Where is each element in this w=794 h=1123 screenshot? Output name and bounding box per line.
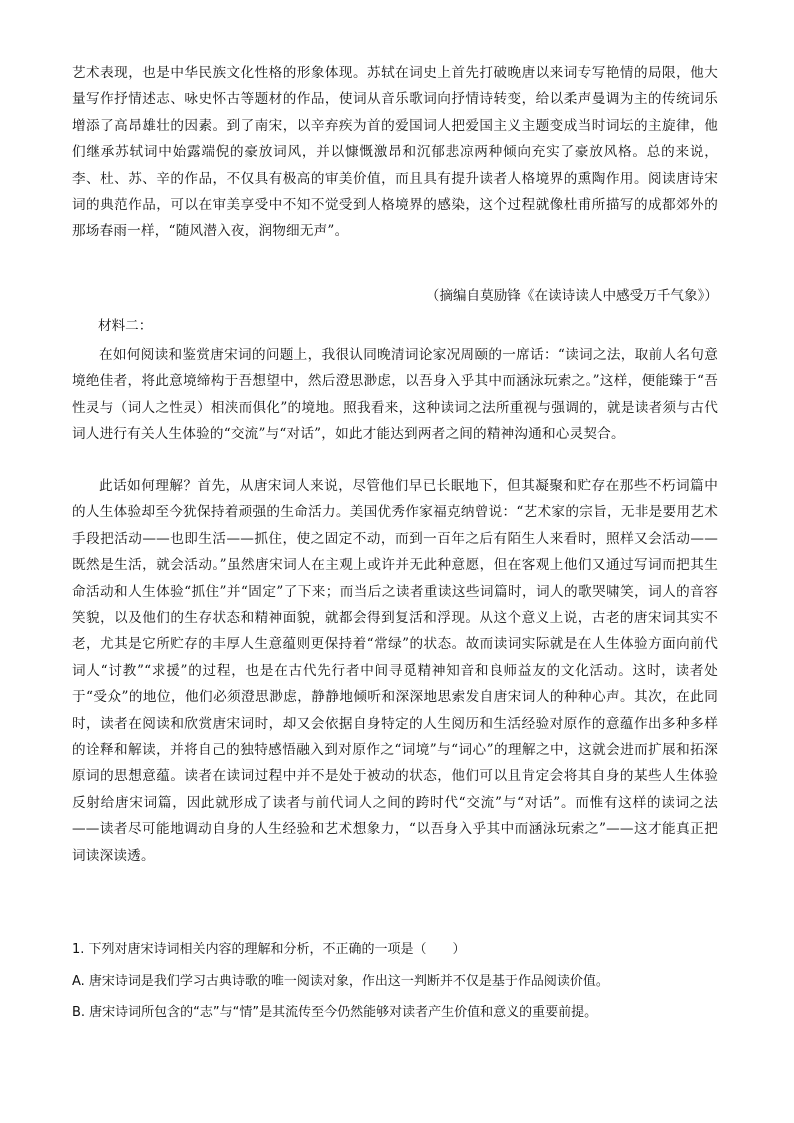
source-citation: （摘编自莫励锋《在读诗读人中感受万千气象》） bbox=[425, 288, 718, 304]
question-1-stem: 1. 下列对唐宋诗词相关内容的理解和分析，不正确的一项是（ ） bbox=[72, 942, 466, 957]
question-1-option-b: B. 唐宋诗词所包含的“志”与“情”是其流传至今仍然能够对读者产生价值和意义的重要前提。 bbox=[72, 1005, 598, 1020]
material-two-label: 材料二： bbox=[98, 318, 153, 334]
question-1-option-a: A. 唐宋诗词是我们学习古典诗歌的唯一阅读对象，作出这一判断并不仅是基于作品阅读价值。 bbox=[72, 974, 609, 989]
passage-paragraph-continuation bbox=[72, 60, 718, 245]
material-two-paragraph-2 bbox=[72, 473, 718, 869]
paragraph-text: 在如何阅读和鉴赏唐宋词的问题上，我很认同晚清词论家况周颐的一席话：“读词之法，取前人名句意境绝佳者，将此意境缔构于吾想望中，然后澄思渺虑，以吾身入乎其中而涵泳玩索之。”这样，便能臻于“吾性灵与（词人之性灵）相浃而俱化”的境地。照我看来，这种读词之法所重视与强调的，就是读者须与古代词人进行有关人生体验的“交流”与“对话”，如此才能达到两者之间的精神沟通和心灵契合。 bbox=[72, 347, 718, 443]
paragraph-text: 艺术表现，也是中华民族文化性格的形象体现。苏轼在词史上首先打破晚唐以来词专写艳情的局限，他大量写作抒情述志、咏史怀古等题材的作品，使词从音乐歌词向抒情诗转变，给以柔声曼调为主的传统词乐增添了高昂雄壮的因素。到了南宋，以辛弃疾为首的爱国词人把爱国主义主题变成当时词坛的主旋律，他们继承苏轼词中始露端倪的豪放词风，并以慷慨激昂和沉郁悲凉两种倾向充实了豪放风格。总的来说，李、杜、苏、辛的作品，不仅具有极高的审美价值，而且具有提升读者人格境界的熏陶作用。阅读唐诗宋词的典范作品，可以在审美享受中不知不觉受到人格境界的感染，这个过程就像杜甫所描写的成都郊外的那场春雨一样，“随风潜入夜，润物细无声”。 bbox=[72, 65, 718, 240]
material-two-paragraph-1 bbox=[72, 342, 718, 448]
paragraph-text: 此话如何理解？首先，从唐宋词人来说，尽管他们早已长眠地下，但其凝聚和贮存在那些不朽词篇中的人生体验却至今犹保持着顽强的生命活力。美国优秀作家福克纳曾说：“艺术家的宗旨，无非是要用艺术手段把活动——也即生活——抓住，使之固定不动，而到一百年之后有陌生人来看时，照样又会活动——既然是生活，就会活动。”虽然唐宋词人在主观上或许并无此种意愿，但在客观上他们又通过写词而把其生命活动和人生体验“抓住”并“固定”了下来；而当后之读者重读这些词篇时，词人的歌哭啸笑，词人的音容笑貌，以及他们的生存状态和精神面貌，就都会得到复活和浮现。从这个意义上说，古老的唐宋词其实不老，尤其是它所贮存的丰厚人生意蕴则更保持着“常绿”的状态。故而读词实际就是在人生体验方面向前代词人“讨教”“求援”的过程，也是在古代先行者中间寻觅精神知音和良师益友的文化活动。这时，读者处于“受众”的地位，他们必须澄思渺虑，静静地倾听和深深地思索发自唐宋词人的种种心声。其次，在此同时，读者在阅读和欣赏唐宋词时，却又会依据自身特定的人生阅历和生活经验对原作的意蕴作出多种多样的诠释和解读，并将自己的独特感悟融入到对原作之“词境”与“词心”的理解之中，这就会进而扩展和拓深原词的思想意蕴。读者在读词过程中并不是处于被动的状态，他们可以且肯定会将其自身的某些人生体验反射给唐宋词篇，因此就形成了读者与前代词人之间的跨时代“交流”与“对话”。而惟有这样的读词之法——读者尽可能地调动自身的人生经验和艺术想象力，“以吾身入乎其中而涵泳玩索之”——这才能真正把词读深读透。 bbox=[72, 478, 718, 864]
